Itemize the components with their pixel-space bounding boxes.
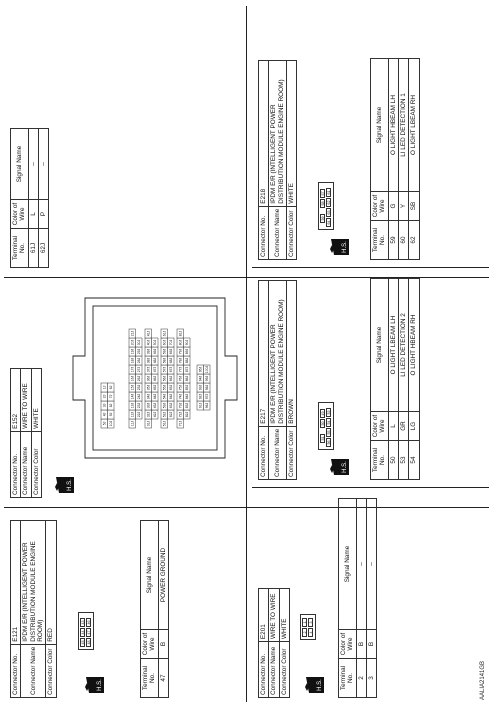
label-connector-name: Connector Name	[269, 426, 287, 479]
header-terminal-no: Terminal No.	[371, 441, 389, 480]
pin-label: 99J	[205, 375, 210, 382]
e218-block	[258, 60, 297, 260]
pin-label: 92J	[198, 393, 203, 400]
pin-label: 40J	[146, 339, 151, 346]
header-signal-name: Signal Name	[339, 499, 357, 630]
pin-label: 41J	[146, 330, 151, 337]
e121-connector-face	[78, 612, 94, 650]
e152-terminal-table	[10, 128, 49, 268]
header-terminal-no: Terminal No.	[339, 659, 357, 698]
pin-label: 66J	[169, 375, 174, 382]
e121-terminal-table	[140, 520, 169, 698]
pin-label: 74J	[178, 393, 183, 400]
pin: 3	[308, 618, 313, 627]
label-connector-color: Connector Color	[46, 644, 56, 697]
label-connector-no: Connector No.	[11, 431, 21, 497]
e217-color: BROWN	[287, 281, 297, 427]
pin-label: 44J	[153, 393, 158, 400]
pin-label: 64J	[169, 393, 174, 400]
e121-name: IPDM E/R (INTELLIGENT POWER DISTRIBUTION MODULE ENGINE ROOM)	[21, 521, 46, 645]
pin-label: 6J	[109, 385, 114, 390]
pin-label: 45J	[153, 384, 158, 391]
table-row	[409, 279, 419, 480]
pin-label: 29J	[137, 348, 142, 355]
hs-label: H.S.	[97, 679, 103, 691]
e217-terminal-block	[370, 278, 420, 480]
pin-label: 14J	[130, 393, 135, 400]
pin: 51	[320, 434, 325, 443]
pin-label: 85J	[185, 384, 190, 391]
terminal-no: 53	[399, 441, 409, 480]
signal-name: LI LED DETECTION 1	[399, 59, 409, 192]
pin-label: 10J	[109, 420, 114, 427]
pin-label: 39J	[146, 348, 151, 355]
pin-label: 15J	[130, 384, 135, 391]
pin-label: 63J	[169, 402, 174, 409]
pin-label: 27J	[137, 366, 142, 373]
pin-label: 88J	[185, 357, 190, 364]
e217-number: E217	[259, 281, 269, 427]
e201-terminal-table	[338, 498, 377, 698]
wire-color: B	[356, 630, 366, 659]
pin-label: 33J	[146, 402, 151, 409]
pin-label: 9J	[109, 412, 114, 417]
pin-label: 4J	[102, 412, 107, 417]
terminal-no: 3	[367, 659, 377, 698]
pin-label: 77J	[178, 366, 183, 373]
pin-label: 8J	[109, 403, 114, 408]
pin-label: 11J	[130, 420, 135, 427]
terminal-no: 62	[409, 221, 419, 260]
pin-label: 24J	[137, 393, 142, 400]
signal-name: O LIGHT HBEAM LH	[388, 59, 398, 192]
signal-name: O LIGHT HBEAM RH	[409, 279, 419, 412]
signal-name: –	[356, 499, 366, 630]
pin: 1	[302, 618, 307, 627]
table-row	[356, 499, 366, 698]
pin-label: 54J	[162, 393, 167, 400]
wire-color: L	[388, 412, 398, 441]
signal-name: O LIGHT LBEAM RH	[409, 59, 419, 192]
pin-label: 96J	[205, 402, 210, 409]
pin-label: 80J	[178, 339, 183, 346]
column-divider-4	[252, 267, 489, 268]
pin-label: 73J	[178, 402, 183, 409]
wire-color: GR	[399, 412, 409, 441]
e218-terminal-table	[370, 58, 420, 260]
pin-label: 98J	[205, 384, 210, 391]
pin: 44	[80, 628, 85, 637]
pin: 55	[326, 428, 331, 437]
e201-connector-face	[300, 614, 316, 640]
pin-label: 94J	[198, 375, 203, 382]
pin-label: 61J	[162, 330, 167, 337]
pin-label: 56J	[162, 375, 167, 382]
header-color-of-wire: Color of Wire	[11, 200, 29, 229]
pin-label: 81J	[178, 330, 183, 337]
pin-label: 5J	[102, 421, 107, 426]
label-connector-no: Connector No.	[259, 206, 269, 259]
pin-label: 67J	[169, 366, 174, 373]
e217-info-table	[258, 280, 297, 480]
e121-number: E121	[11, 521, 21, 645]
pin: 46	[86, 618, 91, 627]
pin-label: 46J	[153, 375, 158, 382]
pin-label: 35J	[146, 384, 151, 391]
pin-label: 36J	[146, 375, 151, 382]
pin-label: 93J	[198, 384, 203, 391]
pin: 4	[308, 628, 313, 637]
pin-label: 18J	[130, 357, 135, 364]
header-signal-name: Signal Name	[11, 129, 29, 200]
pin-label: 72J	[178, 411, 183, 418]
pin-label: 59J	[162, 348, 167, 355]
wire-color: L	[28, 200, 38, 229]
pin-label: 89J	[185, 348, 190, 355]
e218-color: WHITE	[287, 61, 297, 207]
pin-label: 25J	[137, 384, 142, 391]
wire-color: B	[158, 630, 168, 659]
terminal-no: 54	[409, 441, 419, 480]
signal-name: O LIGHT LBEAM LH	[388, 279, 398, 412]
e121-terminal-block	[140, 520, 169, 698]
pin-label: 69J	[169, 348, 174, 355]
e201-block	[258, 588, 290, 698]
header-signal-name: Signal Name	[141, 521, 159, 630]
pin-label: 82J	[185, 411, 190, 418]
header-terminal-no: Terminal No.	[371, 221, 389, 260]
pin-label: 68J	[169, 357, 174, 364]
hs-icon	[85, 674, 105, 696]
pin: 62	[326, 198, 331, 207]
e152-name: WIRE TO WIRE	[21, 369, 31, 432]
hs-label: H.S.	[342, 241, 348, 253]
pin-label: 86J	[185, 375, 190, 382]
terminal-no: 2	[356, 659, 366, 698]
pin-label: 20J	[130, 339, 135, 346]
e152-color: WHITE	[31, 369, 41, 432]
pin: 50	[320, 419, 325, 428]
label-connector-color: Connector Color	[279, 642, 289, 698]
pin-label: 22J	[137, 411, 142, 418]
pin-label: 17J	[130, 366, 135, 373]
pin-label: 100J	[205, 365, 210, 374]
wire-color: G	[388, 192, 398, 221]
pin: 56	[326, 438, 331, 447]
e121-info-table	[10, 520, 57, 698]
pin-label: 51J	[162, 420, 167, 427]
table-row	[409, 59, 419, 260]
pin-label: 70J	[169, 339, 174, 346]
pin-label: 19J	[130, 348, 135, 355]
e201-info-table	[258, 588, 290, 698]
pin-label: 58J	[162, 357, 167, 364]
pin: 53	[326, 408, 331, 417]
pin-label: 34J	[146, 393, 151, 400]
hs-label: H.S.	[342, 461, 348, 473]
header-signal-name: Signal Name	[371, 279, 389, 412]
e152-connector-face	[65, 288, 243, 468]
pin-label: 65J	[169, 384, 174, 391]
pin-label: 84J	[185, 393, 190, 400]
pin-label: 50J	[153, 339, 158, 346]
wire-color: Y	[399, 192, 409, 221]
pin-label: 75J	[178, 384, 183, 391]
e218-name: IPDM E/R (INTELLIGENT POWER DISTRIBUTION MODULE ENGINE ROOM)	[269, 61, 287, 207]
label-connector-color: Connector Color	[287, 426, 297, 479]
wire-color: LG	[409, 412, 419, 441]
pin-label: 60J	[162, 339, 167, 346]
e152-number: E152	[11, 369, 21, 432]
table-row	[388, 59, 398, 260]
pin-label: 71J	[178, 420, 183, 427]
pin-label: 91J	[198, 402, 203, 409]
wire-color: B	[367, 630, 377, 659]
e217-name: IPDM E/R (INTELLIGENT POWER DISTRIBUTION MODULE ENGINE ROOM)	[269, 281, 287, 427]
table-row	[28, 129, 38, 268]
pin-label: 7J	[109, 394, 114, 399]
signal-name: –	[367, 499, 377, 630]
e121-color: RED	[46, 521, 56, 645]
hs-label: H.S.	[67, 479, 73, 491]
terminal-no: 50	[388, 441, 398, 480]
hs-icon	[55, 474, 75, 496]
label-connector-no: Connector No.	[259, 426, 269, 479]
e152-block	[10, 368, 42, 498]
pin-label: 2J	[102, 394, 107, 399]
table-row	[367, 499, 377, 698]
pin: 57	[320, 189, 325, 198]
header-signal-name: Signal Name	[371, 59, 389, 192]
header-color-of-wire: Color of Wire	[141, 630, 159, 659]
terminal-no: 62J	[39, 229, 49, 268]
table-row	[399, 59, 409, 260]
table-row	[39, 129, 49, 268]
pin-label: 32J	[146, 411, 151, 418]
pin-label: 43J	[153, 402, 158, 409]
pin-label: 57J	[162, 366, 167, 373]
header-color-of-wire: Color of Wire	[371, 412, 389, 441]
table-row	[399, 279, 409, 480]
pin: 61	[326, 188, 331, 197]
e217-block	[258, 280, 297, 480]
wire-color: P	[39, 200, 49, 229]
header-color-of-wire: Color of Wire	[339, 630, 357, 659]
label-connector-name: Connector Name	[269, 206, 287, 259]
pin-label: 47J	[153, 366, 158, 373]
terminal-no: 47	[158, 659, 168, 698]
label-connector-name: Connector Name	[269, 642, 279, 698]
header-terminal-no: Terminal No.	[11, 229, 29, 268]
label-connector-no: Connector No.	[259, 642, 269, 698]
table-row	[388, 279, 398, 480]
pin: 45	[80, 638, 85, 647]
terminal-no: 61J	[28, 229, 38, 268]
e201-color: WHITE	[279, 589, 289, 642]
pin-label: 42J	[153, 411, 158, 418]
pin-label: 38J	[146, 357, 151, 364]
hs-icon	[330, 456, 350, 478]
e152-terminal-block	[10, 128, 49, 268]
pin-label: 62J	[169, 411, 174, 418]
pin-label: 26J	[137, 375, 142, 382]
header-color-of-wire: Color of Wire	[371, 192, 389, 221]
pin-label: 53J	[162, 402, 167, 409]
pin-label: 13J	[130, 402, 135, 409]
signal-name: –	[39, 129, 49, 200]
pin-label: 52J	[162, 411, 167, 418]
pin-label: 83J	[185, 402, 190, 409]
pin-label: 48J	[153, 357, 158, 364]
pin: 2	[302, 628, 307, 637]
pin-label: 37J	[146, 366, 151, 373]
pin-label: 30J	[137, 339, 142, 346]
e218-terminal-block	[370, 58, 420, 260]
pin-label: 1J	[102, 385, 107, 390]
pin-label: 23J	[137, 402, 142, 409]
pin-label: 95J	[198, 366, 203, 373]
pin: 49	[320, 409, 325, 418]
e218-connector-face	[318, 182, 334, 230]
pin-label: 21J	[130, 330, 135, 337]
pin: 64	[326, 218, 331, 227]
pin-label: 90J	[185, 339, 190, 346]
pin: 54	[326, 418, 331, 427]
e218-info-table	[258, 60, 297, 260]
pin-label: 97J	[205, 393, 210, 400]
pin-label: 31J	[146, 420, 151, 427]
column-divider-1	[4, 507, 489, 508]
table-row	[158, 521, 168, 698]
figure-code: AALIA2141GB	[480, 660, 486, 700]
e201-name: WIRE TO WIRE	[269, 589, 279, 642]
e121-block	[10, 518, 57, 698]
hs-label: H.S.	[317, 679, 323, 691]
header-terminal-no: Terminal No.	[141, 659, 159, 698]
label-connector-color: Connector Color	[31, 431, 41, 497]
signal-name: POWER GROUND	[158, 521, 168, 630]
pin: 48	[86, 638, 91, 647]
signal-name: LI LED DETECTION 2	[399, 279, 409, 412]
e218-number: E218	[259, 61, 269, 207]
e217-terminal-table	[370, 278, 420, 480]
hs-icon	[305, 674, 325, 696]
label-connector-name: Connector Name	[21, 644, 46, 697]
e152-info-table	[10, 368, 42, 498]
pin-label: 79J	[178, 348, 183, 355]
pin: 43	[80, 618, 85, 627]
pin: 58	[320, 199, 325, 208]
pin: 63	[326, 208, 331, 217]
label-connector-color: Connector Color	[287, 206, 297, 259]
wire-color: SB	[409, 192, 419, 221]
e217-connector-face	[318, 402, 334, 450]
pin: 47	[86, 628, 91, 637]
pin-label: 76J	[178, 375, 183, 382]
pin-label: 78J	[178, 357, 183, 364]
e201-number: E201	[259, 589, 269, 642]
pin-label: 12J	[130, 411, 135, 418]
label-connector-name: Connector Name	[21, 431, 31, 497]
pin-label: 49J	[153, 348, 158, 355]
terminal-no: 59	[388, 221, 398, 260]
pin-label: 3J	[102, 403, 107, 408]
terminal-no: 60	[399, 221, 409, 260]
e201-terminal-block	[338, 498, 377, 698]
pin-label: 87J	[185, 366, 190, 373]
column-divider-3	[252, 487, 489, 488]
pin-label: 55J	[162, 384, 167, 391]
label-connector-no: Connector No.	[11, 644, 21, 697]
hs-icon	[330, 236, 350, 258]
pin: 59	[320, 214, 325, 223]
signal-name: –	[28, 129, 38, 200]
section-divider	[246, 6, 247, 702]
pin-label: 28J	[137, 357, 142, 364]
pin-label: 16J	[130, 375, 135, 382]
